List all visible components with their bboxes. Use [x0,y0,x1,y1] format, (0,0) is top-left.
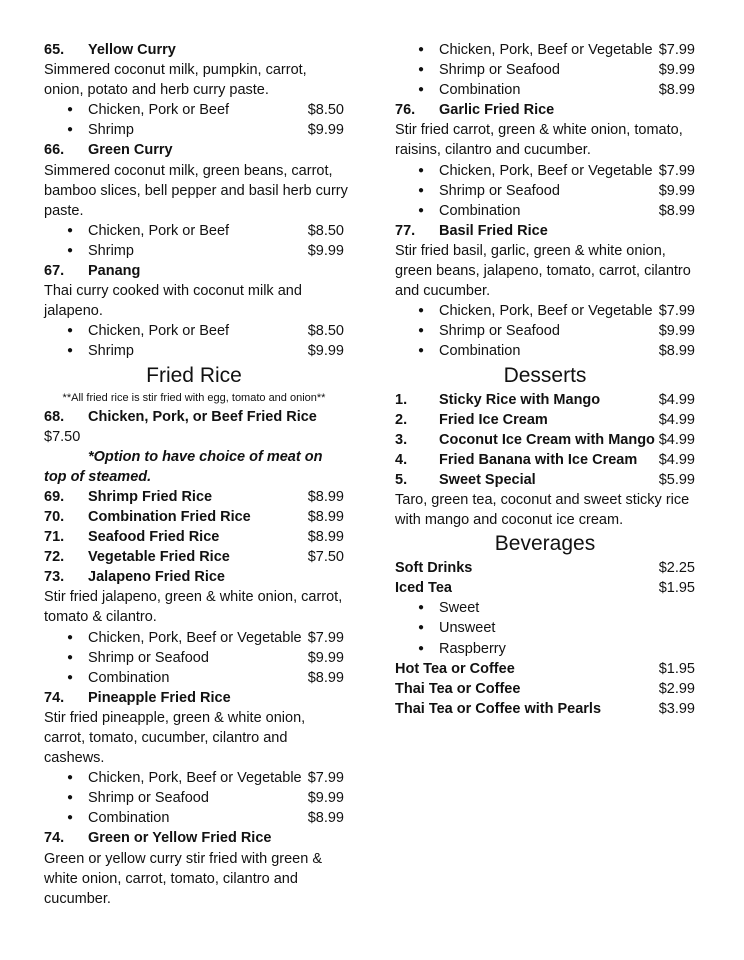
option-price: $7.99 [658,42,695,58]
option-price: $9.99 [307,790,344,807]
option-item [395,639,695,659]
item-number: 74. [44,830,65,847]
item-price: $1.95 [658,660,695,677]
option-item [395,161,695,181]
option-name: Shrimp [88,343,134,360]
item-price: $1.95 [658,580,695,597]
option-name: Chicken, Pork or Beef [88,323,230,340]
menu-item [44,547,344,567]
option-price: $8.50 [307,323,344,340]
option-price: $7.99 [307,770,344,787]
item-price: $7.50 [307,549,344,566]
section-heading: Desserts [503,363,587,387]
item-number: 74. [44,689,65,706]
item-name: Thai Tea or Coffee with Pearls [395,700,602,717]
item-description: Stir fried carrot, green & white onion, tomato, [395,122,683,139]
item-price: $5.99 [658,471,695,488]
item-description: raisins, cilantro and cucumber. [395,142,591,159]
option-item [44,628,344,648]
item-description: Stir fried basil, garlic, green & white onion, [395,242,666,259]
option-name: Chicken, Pork, Beef or Vegetable [439,162,653,179]
item-name: Fried Banana with Ice Cream [439,451,638,468]
item-name: Basil Fried Rice [439,222,548,239]
menu-item [44,688,344,708]
menu-item [395,470,695,490]
section-heading: Fried Rice [146,363,242,387]
option-item [44,341,344,361]
item-number: 3. [395,431,408,448]
item-number: 71. [44,529,65,546]
item-name: Hot Tea or Coffee [395,660,515,677]
option-name: Combination [439,202,521,219]
item-price: $8.99 [307,529,344,546]
item-price: $8.99 [307,508,344,525]
option-item [44,788,344,808]
item-number: 1. [395,391,408,408]
item-description: green beans, jalapeno, tomato, carrot, cilantro [395,263,691,280]
item-description: Stir fried pineapple, green & white onion, [44,709,306,726]
option-price: $9.99 [307,649,344,666]
option-item [44,808,344,828]
menu-item [395,430,695,450]
menu-item [395,390,695,410]
option-price: $8.99 [658,82,695,99]
option-note: top of steamed. [44,468,152,485]
item-name: Coconut Ice Cream with Mango [439,431,655,448]
item-name: Soft Drinks [395,560,473,577]
beverage-item [395,679,695,699]
option-item [44,100,344,120]
option-name: Shrimp or Seafood [88,649,209,666]
item-description: and cucumber. [395,283,491,300]
option-name: Shrimp or Seafood [439,62,560,79]
option-price: $9.99 [307,242,344,259]
item-price: $2.25 [658,560,695,577]
item-number: 5. [395,471,408,488]
item-description: Thai curry cooked with coconut milk and [44,283,302,300]
item-name: Garlic Fried Rice [439,102,555,119]
option-item [395,181,695,201]
option-name: Chicken, Pork, Beef or Vegetable [88,629,302,646]
item-description: white onion, carrot, tomato, cilantro and [44,870,298,887]
beverage-item [395,558,695,578]
item-name: Chicken, Pork, or Beef Fried Rice [88,408,317,425]
menu-item [395,100,695,120]
beverage-item [395,578,695,598]
menu-item [44,527,344,547]
item-price: $4.99 [658,391,695,408]
item-number: 73. [44,569,65,586]
menu-item [44,828,344,848]
item-name: Thai Tea or Coffee [395,680,521,697]
item-price: $4.99 [658,431,695,448]
option-item [395,618,695,638]
option-price: $7.99 [658,303,695,320]
option-price: $9.99 [658,323,695,340]
option-price: $8.99 [307,810,344,827]
menu-left-column [44,40,348,909]
menu-item [44,487,344,507]
option-item [395,60,695,80]
option-price: $8.99 [307,669,344,686]
item-price: $4.99 [658,411,695,428]
menu-item [395,450,695,470]
option-price: $9.99 [307,343,344,360]
option-item [395,341,695,361]
menu-item [44,140,344,160]
option-name: Chicken, Pork, Beef or Vegetable [439,42,653,58]
item-name: Green or Yellow Fried Rice [88,830,272,847]
menu-item [395,221,695,241]
option-name: Combination [88,669,170,686]
item-description: carrot, tomato, cucumber, cilantro and [44,730,288,746]
item-name: Panang [88,263,141,280]
item-number: 76. [395,102,416,119]
item-name: Shrimp Fried Rice [88,488,213,505]
option-item [395,80,695,100]
item-name: Pineapple Fried Rice [88,689,231,706]
item-description: paste. [44,202,84,219]
beverage-item [395,659,695,679]
item-name: Combination Fried Rice [88,508,251,525]
option-price: $9.99 [307,122,344,139]
item-price: $3.99 [658,700,695,717]
item-name: Iced Tea [395,580,452,597]
option-item [395,301,695,321]
item-name: Sweet Special [439,471,536,488]
menu-item [44,407,344,427]
item-description: tomato & cilantro. [44,609,157,626]
item-name: Seafood Fried Rice [88,529,220,546]
option-item [44,768,344,788]
menu-right-column [395,40,695,719]
option-price: $9.99 [658,182,695,199]
option-item [44,120,344,140]
option-name: Chicken, Pork, Beef or Vegetable [439,303,653,320]
option-item [395,321,695,341]
menu-item [395,410,695,430]
option-item [44,221,344,241]
item-description: with mango and coconut ice cream. [395,512,624,529]
option-price: $8.99 [658,343,695,360]
item-description: Green or yellow curry stir fried with green & [44,850,323,867]
option-price: $7.99 [658,162,695,179]
option-price: $9.99 [658,62,695,79]
option-item [44,321,344,341]
option-name: Chicken, Pork or Beef [88,222,230,239]
option-item [395,598,695,618]
option-item [395,201,695,221]
option-name: Combination [439,82,521,99]
item-description: cucumber. [44,890,111,907]
item-number: 67. [44,263,65,280]
item-description: Stir fried jalapeno, green & white onion, carrot, [44,589,343,606]
option-note [44,447,344,467]
option-price: $8.50 [307,222,344,239]
item-description: Simmered coconut milk, green beans, carrot, [44,162,333,179]
item-name: Jalapeno Fried Rice [88,569,225,586]
item-description: jalapeno. [44,303,103,320]
option-price: $8.50 [307,102,344,119]
item-number: 66. [44,142,65,159]
option-item [44,668,344,688]
option-name: Raspberry [439,640,506,657]
item-number: 4. [395,451,408,468]
menu-item [44,40,344,60]
item-number: 2. [395,411,408,428]
item-price: $2.99 [658,680,695,697]
option-name: Chicken, Pork, Beef or Vegetable [88,770,302,787]
option-item [44,241,344,261]
item-name: Sticky Rice with Mango [439,391,601,408]
menu-item [44,261,344,281]
item-description: onion, potato and herb curry paste. [44,82,269,99]
menu-item [44,567,344,587]
menu-item [44,507,344,527]
option-note-text: *Option to have choice of meat on [88,448,323,465]
option-item [395,40,695,60]
option-name: Sweet [439,600,480,617]
item-description: Simmered coconut milk, pumpkin, carrot, [44,62,307,79]
item-number: 68. [44,408,65,425]
item-name: Fried Ice Cream [439,411,548,428]
item-price: $8.99 [307,488,344,505]
item-description: Taro, green tea, coconut and sweet sticky rice [395,491,690,508]
option-name: Combination [88,810,170,827]
option-name: Shrimp or Seafood [439,323,560,340]
option-name: Shrimp or Seafood [88,790,209,807]
section-heading: Beverages [494,532,596,556]
option-name: Combination [439,343,521,360]
item-name: Green Curry [88,142,173,159]
option-price: $8.99 [658,202,695,219]
option-name: Shrimp or Seafood [439,182,560,199]
option-name: Shrimp [88,242,134,259]
beverage-item [395,699,695,719]
item-name: Yellow Curry [88,42,176,58]
item-number: 70. [44,508,65,525]
section-note: **All fried rice is stir fried with egg, tomato and onion** [62,391,326,404]
option-name: Chicken, Pork or Beef [88,102,230,119]
item-price: $4.99 [658,451,695,468]
item-number: 65. [44,42,65,58]
option-item [44,648,344,668]
item-name: Vegetable Fried Rice [88,549,230,566]
option-name: Unsweet [439,620,496,637]
option-name: Shrimp [88,122,134,139]
item-number: 72. [44,549,65,566]
item-number: 77. [395,222,416,239]
item-number: 69. [44,488,65,505]
item-description: $7.50 [44,428,81,445]
item-description: cashews. [44,750,105,767]
item-description: bamboo slices, bell pepper and basil herb curry [44,182,348,199]
option-price: $7.99 [307,629,344,646]
